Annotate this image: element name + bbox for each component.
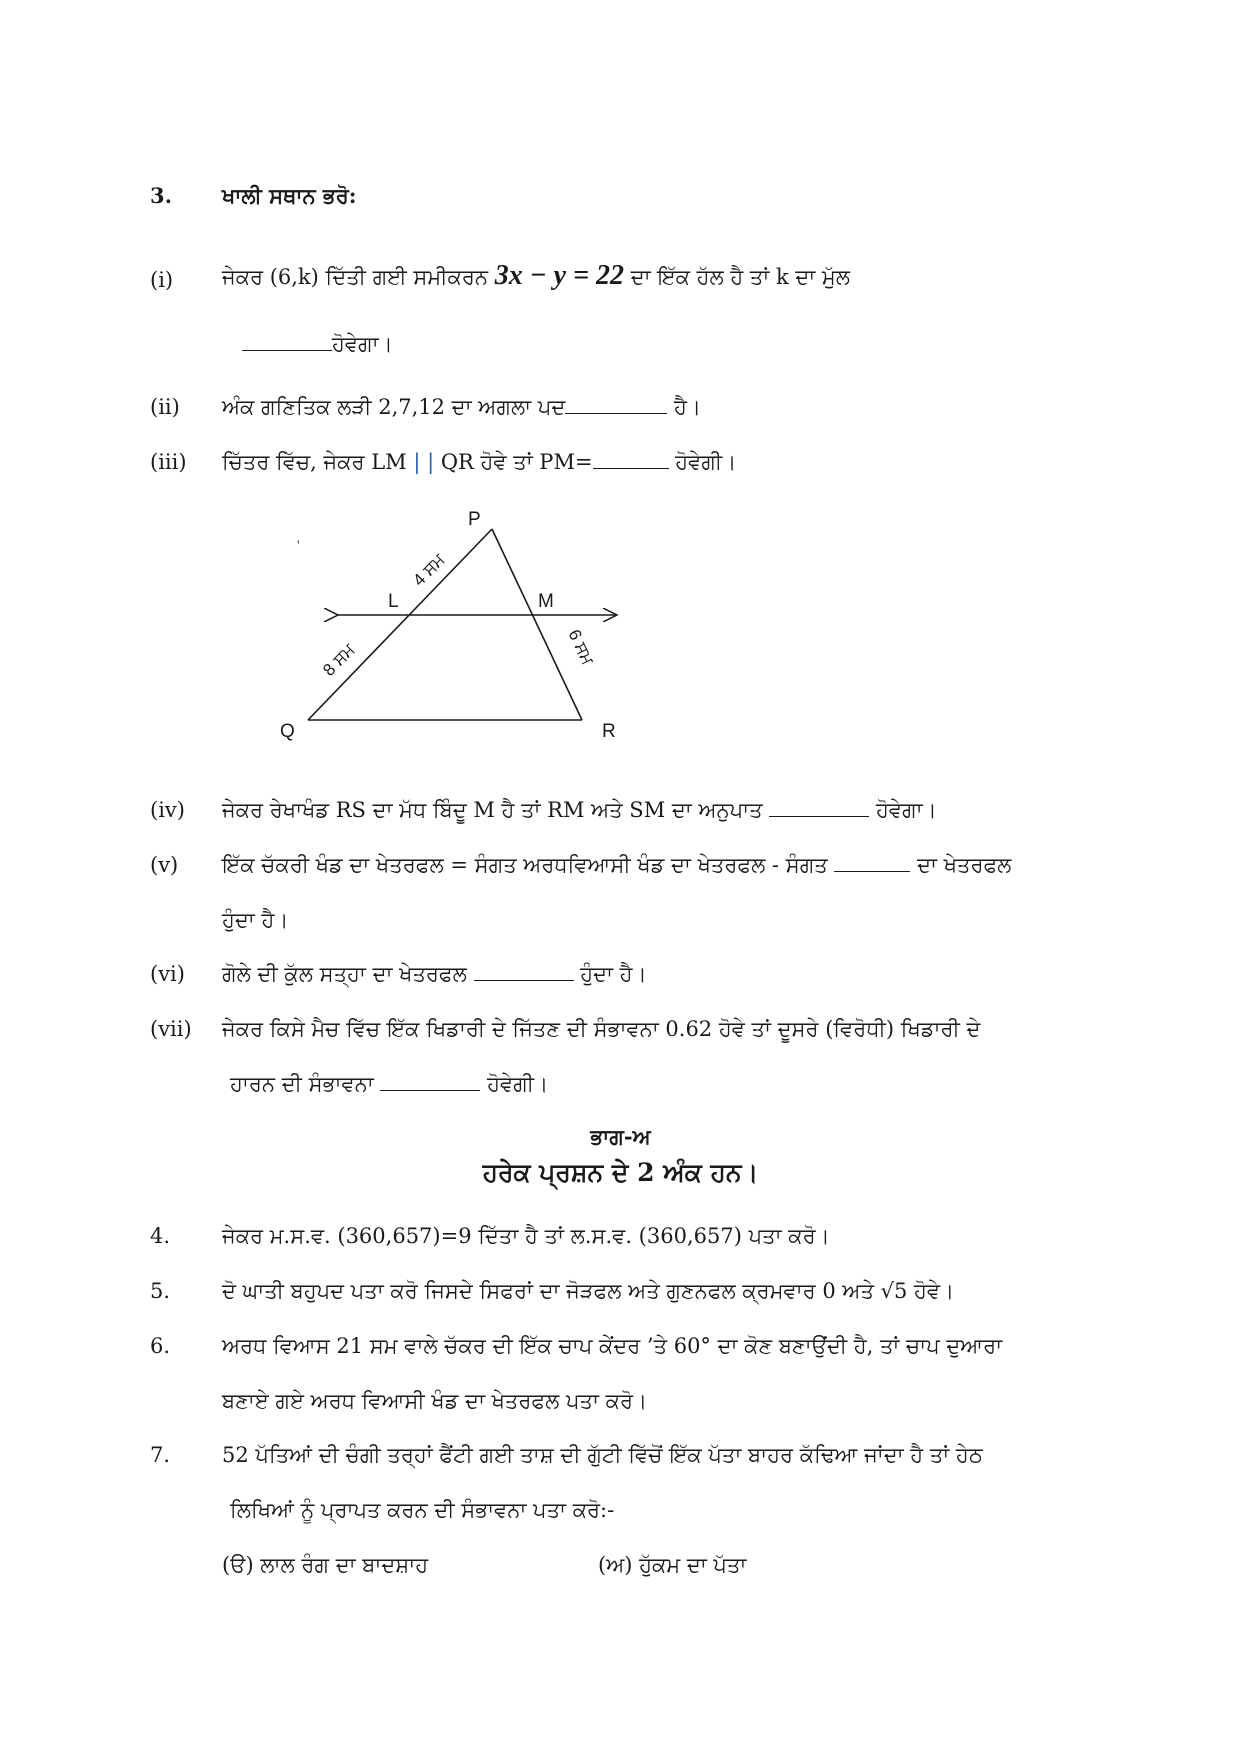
answer-blank [565, 395, 667, 414]
item-text: ਹੈ। [667, 395, 701, 419]
question-number: 6. [150, 1334, 171, 1358]
item-ii [222, 393, 701, 421]
answer-blank [769, 798, 869, 817]
question-number: 3. [150, 183, 172, 208]
item-label: (vii) [150, 1017, 192, 1041]
item-text: ਹੋਵੇਗਾ। [869, 798, 937, 822]
triangle-figure [270, 505, 630, 745]
item-text: ਹੋਵੇਗਾ। [332, 332, 393, 356]
point-m: M [538, 591, 554, 612]
question-heading: ਖਾਲੀ ਸਥਾਨ ਭਰੋ: [222, 183, 357, 208]
item-text: ਹੋਵੇਗੀ। [668, 450, 737, 474]
item-text: ਹਾਰਨ ਦੀ ਸੰਭਾਵਨਾ [230, 1072, 381, 1096]
item-label: (i) [150, 268, 174, 292]
question-text: ਲਿਖਿਆਂ ਨੂੰ ਪ੍ਰਾਪਤ ਕਰਨ ਦੀ ਸੰਭਾਵਨਾ ਪਤਾ ਕਰੋ:- [230, 1498, 615, 1522]
item-vii-line2 [230, 1070, 548, 1098]
section-subtitle: ਹਰੇਕ ਪ੍ਰਸ਼ਨ ਦੇ 2 ਅੰਕ ਹਨ। [482, 1158, 759, 1187]
answer-blank [242, 332, 332, 351]
answer-blank [834, 853, 910, 872]
section-title: ਭਾਗ-ਅ [590, 1124, 651, 1149]
item-text: ਦਾ ਖੇਤਰਫਲ [910, 853, 1012, 877]
answer-blank [380, 1072, 480, 1091]
item-text: ਇੱਕ ਚੱਕਰੀ ਖੰਡ ਦਾ ਖੇਤਰਫਲ = ਸੰਗਤ ਅਰਧਵਿਆਸੀ ਖੰਡ ਦਾ ਖੇਤਰਫਲ - ਸੰਗਤ [222, 853, 835, 877]
item-text: ਜੇਕਰ ਰੇਖਾਖੰਡ RS ਦਾ ਮੱਧ ਬਿੰਦੂ M ਹੈ ਤਾਂ RM ਅਤੇ SM ਦਾ ਅਨੁਪਾਤ [222, 798, 770, 822]
option-b: (ਅ) ਹੁੱਕਮ ਦਾ ਪੱਤਾ [598, 1553, 747, 1577]
item-text: ਹੁੰਦਾ ਹੈ। [573, 962, 647, 986]
item-label: (vi) [150, 962, 185, 986]
item-text: ਜੇਕਰ (6,k) ਦਿੱਤੀ ਗਈ ਸਮੀਕਰਨ [222, 265, 495, 289]
item-text: ਗੋਲੇ ਦੀ ਕੁੱਲ ਸਤ੍ਹਾ ਦਾ ਖੇਤਰਫਲ [222, 962, 474, 986]
question-text: ਬਣਾਏ ਗਏ ਅਰਧ ਵਿਆਸੀ ਖੰਡ ਦਾ ਖੇਤਰਫਲ ਪਤਾ ਕਰੋ। [222, 1389, 648, 1413]
item-label: (ii) [150, 395, 180, 419]
question-number: 5. [150, 1279, 171, 1303]
answer-blank [474, 962, 574, 981]
item-label: (iii) [150, 450, 187, 474]
point-l: L [388, 591, 399, 612]
item-vi [222, 960, 647, 988]
question-text: 52 ਪੱਤਿਆਂ ਦੀ ਚੰਗੀ ਤਰ੍ਹਾਂ ਫੈਂਟੀ ਗਈ ਤਾਸ਼ ਦੀ ਗੁੱਟੀ ਵਿੱਚੋਂ ਇੱਕ ਪੱਤਾ ਬਾਹਰ ਕੱਢਿਆ ਜਾਂਦਾ ਹੈ ਤਾਂ ਹੇਠ [222, 1443, 983, 1467]
item-text: QR ਹੋਵੇ ਤਾਂ PM= [434, 450, 593, 474]
vertex-q: Q [280, 721, 295, 742]
question-text: ਦੋ ਘਾਤੀ ਬਹੁਪਦ ਪਤਾ ਕਰੋ ਜਿਸਦੇ ਸਿਫਰਾਂ ਦਾ ਜੋੜਫਲ ਅਤੇ ਗੁਣਨਫਲ ਕ੍ਰਮਵਾਰ 0 ਅਤੇ √5 ਹੋਵੇ। [222, 1279, 955, 1303]
stray-mark: ' [297, 537, 300, 553]
item-text: ਜੇਕਰ ਕਿਸੇ ਮੈਚ ਵਿੱਚ ਇੱਕ ਖਿਡਾਰੀ ਦੇ ਜਿੱਤਣ ਦੀ ਸੰਭਾਵਨਾ 0.62 ਹੋਵੇ ਤਾਂ ਦੂਸਰੇ (ਵਿਰੋਧੀ) ਖਿਡਾਰੀ ਦੇ [222, 1017, 981, 1041]
option-a: (ੳ) ਲਾਲ ਰੰਗ ਦਾ ਬਾਦਸ਼ਾਹ [222, 1553, 429, 1577]
item-label: (iv) [150, 798, 185, 822]
item-text: ਦਾ ਇੱਕ ਹੱਲ ਹੈ ਤਾਂ k ਦਾ ਮੁੱਲ [624, 265, 850, 289]
question-text: ਅਰਧ ਵਿਆਸ 21 ਸਮ ਵਾਲੇ ਚੱਕਰ ਦੀ ਇੱਕ ਚਾਪ ਕੇਂਦਰ ’ਤੇ 60° ਦਾ ਕੋਣ ਬਣਾਉਂਦੀ ਹੈ, ਤਾਂ ਚਾਪ ਦੁਆਰਾ [222, 1334, 1003, 1358]
label-pl: 4 ਸਮ [409, 550, 449, 590]
parallel-sign: | | [413, 450, 435, 474]
question-number: 4. [150, 1224, 171, 1248]
item-text: ਅੰਕ ਗਣਿਤਿਕ ਲੜੀ 2,7,12 ਦਾ ਅਗਲਾ ਪਦ [222, 395, 566, 419]
item-text: ਹੁੰਦਾ ਹੈ। [222, 908, 289, 932]
label-lq: 8 ਸਮ [319, 640, 359, 680]
side-pq [308, 529, 492, 720]
side-pr [492, 529, 582, 720]
vertex-r: R [602, 721, 616, 742]
item-text: ਹੋਵੇਗੀ। [480, 1072, 549, 1096]
item-i-line1 [222, 262, 850, 291]
equation: 3x − y = 22 [494, 260, 625, 291]
answer-blank [593, 450, 669, 469]
item-label: (v) [150, 853, 179, 877]
item-text: ਚਿੱਤਰ ਵਿੱਚ, ਜੇਕਰ LM [222, 450, 414, 474]
item-i-line2 [242, 330, 393, 358]
item-iii [222, 448, 736, 476]
item-v-line1 [222, 851, 1011, 879]
question-text: ਜੇਕਰ ਮ.ਸ.ਵ. (360,657)=9 ਦਿੱਤਾ ਹੈ ਤਾਂ ਲ.ਸ.ਵ. (360,657) ਪਤਾ ਕਰੋ। [222, 1224, 830, 1248]
vertex-p: P [468, 509, 481, 530]
question-number: 7. [150, 1443, 171, 1467]
item-iv [222, 796, 937, 824]
label-mr: 6 ਸਮ [564, 626, 598, 668]
